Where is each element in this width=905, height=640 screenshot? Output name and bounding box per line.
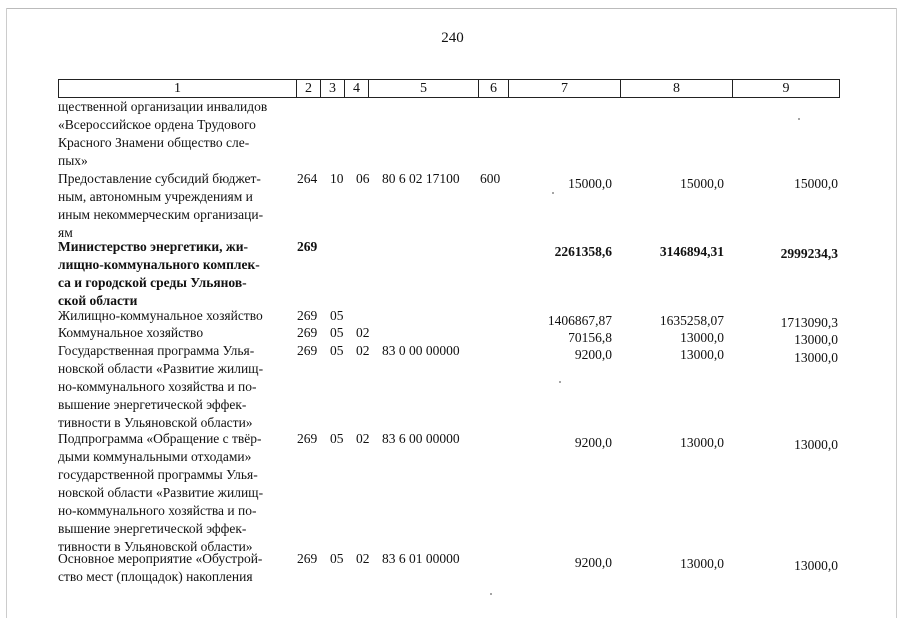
header-col-7: 7: [509, 80, 621, 97]
name-line: ской области: [58, 293, 138, 308]
cell-section: 05: [330, 308, 344, 323]
name-line: иным некоммерческим организаци-: [58, 207, 264, 222]
row-name: [58, 238, 294, 310]
header-col-8: 8: [621, 80, 733, 97]
cell-amount-1: 9200,0: [574, 555, 612, 570]
cell-admin-code: 269: [297, 343, 318, 358]
page-number: 240: [441, 30, 464, 46]
name-line: щественной организации инвалидов: [58, 99, 268, 114]
name-line: тивности в Ульяновской области»: [58, 539, 253, 554]
cell-admin-code: 269: [297, 325, 318, 340]
row-name: [58, 98, 294, 170]
cell-expense-type: 600: [480, 171, 501, 186]
cell-target-article: 80 6 02 17100: [382, 171, 460, 186]
scan-speck: [552, 192, 554, 194]
cell-amount-2: 13000,0: [680, 435, 724, 450]
scan-border-right: [896, 8, 897, 618]
cell-amount-3: 13000,0: [794, 350, 838, 365]
row-name: [58, 324, 294, 342]
cell-amount-1: 1406867,87: [547, 313, 612, 328]
table-header-row: [58, 79, 840, 98]
cell-subsection: 02: [356, 325, 370, 340]
cell-amount-3: 13000,0: [794, 332, 838, 347]
cell-section: 05: [330, 343, 344, 358]
scan-speck: [798, 118, 800, 120]
cell-amount-2: 15000,0: [680, 176, 724, 191]
cell-subsection: 02: [356, 343, 370, 358]
cell-target-article: 83 6 01 00000: [382, 551, 460, 566]
row-name: [58, 342, 294, 432]
row-name: [58, 430, 294, 556]
name-line: Предоставление субсидий бюджет-: [58, 171, 261, 186]
header-col-3: 3: [321, 80, 345, 97]
scan-speck: [490, 593, 492, 595]
name-line: Основное мероприятие «Обустрой-: [58, 551, 263, 566]
cell-amount-1: 9200,0: [574, 435, 612, 450]
cell-amount-1: 70156,8: [568, 330, 612, 345]
row-name: [58, 550, 294, 586]
cell-admin-code: 269: [297, 308, 318, 323]
cell-amount-2: 13000,0: [680, 556, 724, 571]
name-line: Министерство энергетики, жи-: [58, 239, 248, 254]
name-line: но-коммунального хозяйства и по-: [58, 503, 257, 518]
name-line: лищно-коммунального комплек-: [58, 257, 260, 272]
header-col-9: 9: [782, 81, 790, 96]
name-line: са и городской среды Ульянов-: [58, 275, 247, 290]
name-line: Красного Знамени общество сле-: [58, 135, 250, 150]
header-col-2: 2: [297, 80, 321, 97]
name-line: новской области «Развитие жилищ-: [58, 485, 264, 500]
name-line: Подпрограмма «Обращение с твёр-: [58, 431, 262, 446]
cell-section: 05: [330, 551, 344, 566]
header-col-5: 5: [369, 80, 479, 97]
cell-admin-code: 269: [297, 551, 318, 566]
cell-admin-code: 269: [297, 431, 318, 446]
cell-section: 05: [330, 325, 344, 340]
name-line: тивности в Ульяновской области»: [58, 415, 253, 430]
cell-target-article: 83 6 00 00000: [382, 431, 460, 446]
cell-subsection: 02: [356, 551, 370, 566]
name-line: вышение энергетической эффек-: [58, 397, 247, 412]
name-line: но-коммунального хозяйства и по-: [58, 379, 257, 394]
cell-amount-3: 2999234,3: [780, 246, 838, 261]
scan-border-top: [6, 8, 896, 9]
name-line: государственной программы Улья-: [58, 467, 258, 482]
cell-amount-2: 13000,0: [680, 347, 724, 362]
cell-amount-3: 15000,0: [794, 176, 838, 191]
header-col-6: 6: [479, 80, 509, 97]
cell-amount-1: 15000,0: [568, 176, 612, 191]
cell-subsection: 06: [356, 171, 370, 186]
cell-amount-2: 1635258,07: [659, 313, 724, 328]
cell-amount-1: 2261358,6: [554, 244, 612, 259]
cell-amount-1: 9200,0: [574, 347, 612, 362]
name-line: ство мест (площадок) накопления: [58, 569, 253, 584]
header-col-1: 1: [59, 80, 297, 97]
row-name: [58, 170, 294, 242]
cell-amount-3: 13000,0: [794, 558, 838, 573]
name-line: Коммунальное хозяйство: [58, 325, 204, 340]
cell-admin-code: 264: [297, 171, 318, 186]
cell-amount-2: 13000,0: [680, 330, 724, 345]
name-line: ным, автономным учреждениям и: [58, 189, 253, 204]
name-line: новской области «Развитие жилищ-: [58, 361, 264, 376]
name-line: вышение энергетической эффек-: [58, 521, 247, 536]
name-line: Жилищно-коммунальное хозяйство: [58, 308, 263, 323]
cell-target-article: 83 0 00 00000: [382, 343, 460, 358]
cell-subsection: 02: [356, 431, 370, 446]
header-col-4: 4: [345, 80, 369, 97]
name-line: «Всероссийское ордена Трудового: [58, 117, 256, 132]
cell-amount-2: 3146894,31: [659, 244, 724, 259]
name-line: Государственная программа Улья-: [58, 343, 255, 358]
name-line: пых»: [58, 153, 88, 168]
scan-speck: [559, 381, 561, 383]
cell-section: 05: [330, 431, 344, 446]
name-line: ям: [58, 225, 73, 240]
cell-section: 10: [330, 171, 344, 186]
cell-amount-3: 1713090,3: [780, 315, 838, 330]
scan-border-left: [6, 8, 7, 618]
name-line: дыми коммунальными отходами»: [58, 449, 252, 464]
cell-amount-3: 13000,0: [794, 437, 838, 452]
cell-admin-code: 269: [297, 239, 318, 254]
row-name: [58, 307, 294, 325]
